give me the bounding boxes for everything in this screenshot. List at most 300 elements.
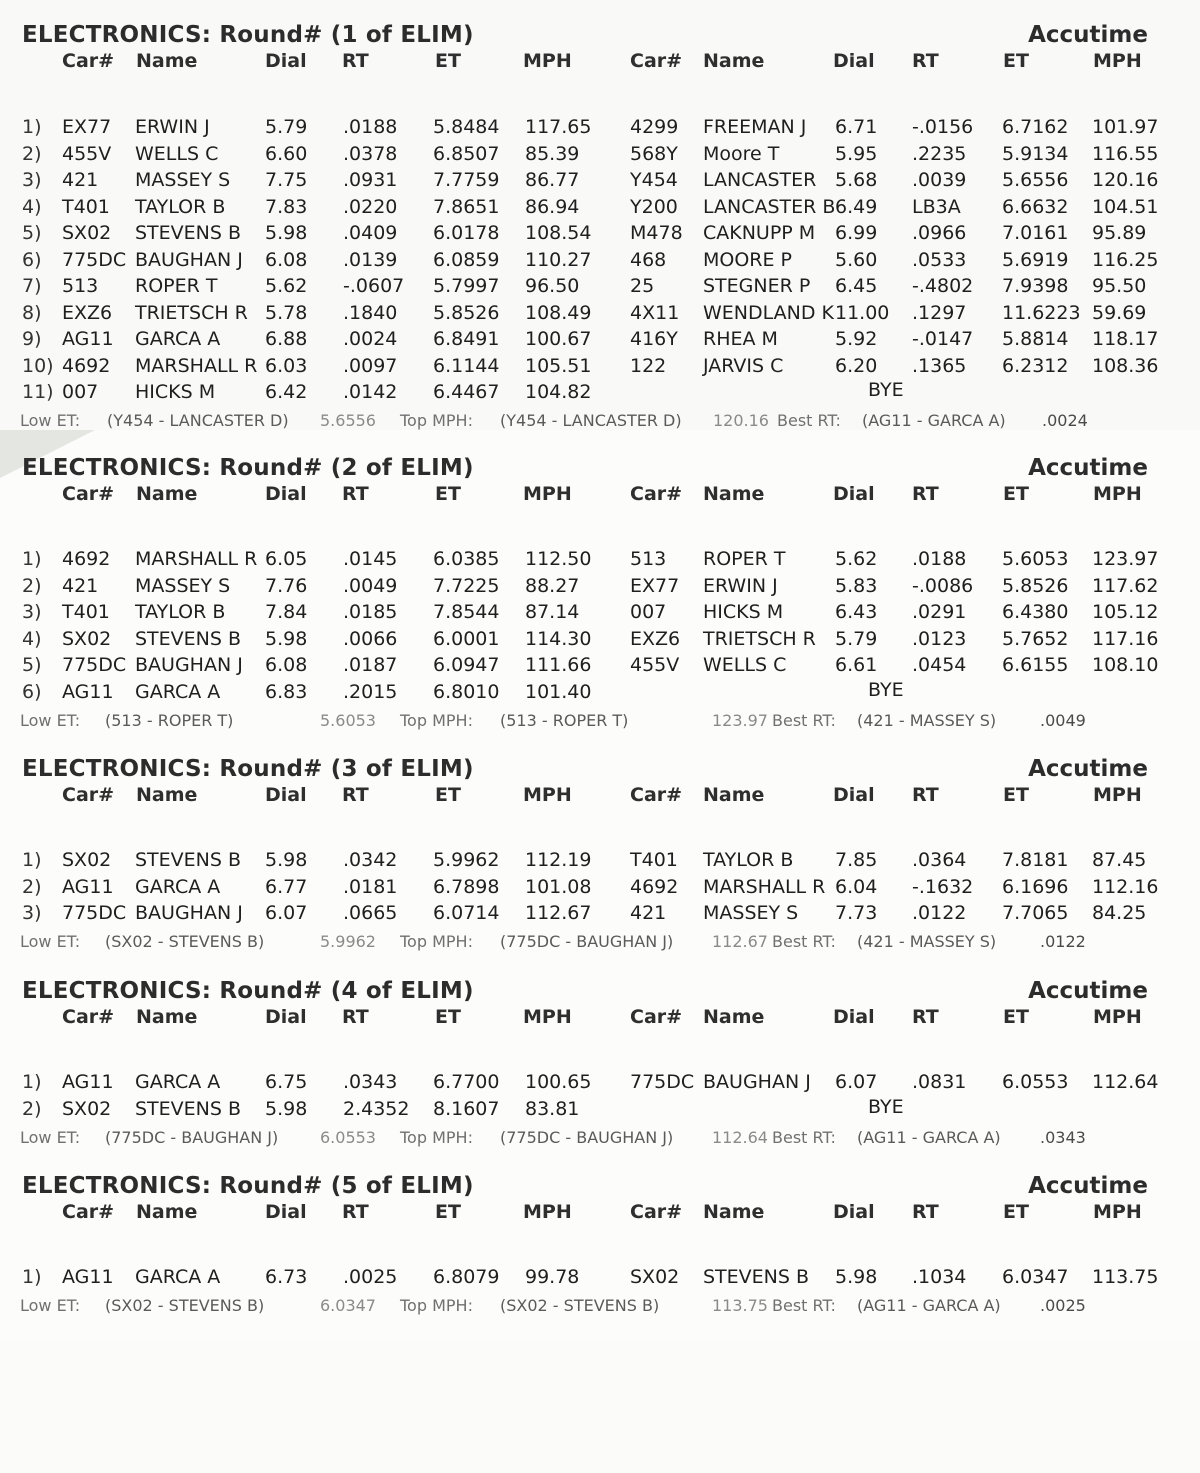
round-title: ELECTRONICS: Round# (3 of ELIM) [22,756,474,782]
timing-system-brand: Accutime [1028,1173,1148,1199]
column-header-et: ET [435,1006,461,1028]
column-header-rt-right: RT [912,784,939,806]
right-lane-et: 5.6053 [1002,548,1069,570]
right-lane-rt: -.0156 [912,116,974,138]
round-title: ELECTRONICS: Round# (4 of ELIM) [22,978,474,1004]
column-header-car: Car# [62,483,115,505]
left-lane-mph: 108.49 [525,301,592,324]
left-lane-mph: 117.65 [525,116,592,138]
right-lane-rt: -.1632 [912,875,974,898]
round-title: ELECTRONICS: Round# (1 of ELIM) [22,22,474,48]
left-lane-name: GARCA A [135,680,221,703]
left-lane-car: 4692 [62,354,111,377]
column-header-car: Car# [62,1201,115,1223]
right-lane-rt: .2235 [912,142,967,165]
right-lane-car: SX02 [630,1266,680,1288]
pairing-row [0,222,1200,248]
left-lane-mph: 86.77 [525,169,580,191]
left-lane-name: MARSHALL R [135,354,258,377]
left-lane-et: 6.8079 [433,1266,500,1288]
left-lane-et: 7.7225 [433,574,500,597]
column-header-et: ET [435,1201,461,1223]
right-lane-dial: 6.45 [835,275,878,297]
best-rt-value: .0343 [1040,1127,1086,1147]
right-lane-mph: 84.25 [1092,902,1147,924]
left-lane-name: MASSEY S [135,574,231,597]
right-lane-mph: 108.10 [1092,654,1159,676]
right-lane-dial: 5.60 [835,248,878,271]
left-lane-mph: 112.67 [525,902,592,924]
left-lane-name: STEVENS B [135,222,242,244]
right-lane-dial: 6.61 [835,654,878,676]
low-et-driver: (513 - ROPER T) [105,710,234,730]
left-lane-dial: 6.03 [265,354,308,377]
best-rt-value: .0049 [1040,710,1086,730]
left-lane-rt: .2015 [343,680,398,703]
left-lane-dial: 6.07 [265,902,308,924]
left-lane-et: 7.8544 [433,601,500,623]
bye-label: BYE [868,1095,904,1118]
left-lane-car: 4692 [62,548,111,570]
left-lane-car: SX02 [62,627,112,650]
left-lane-et: 6.0947 [433,654,500,676]
right-lane-rt: .1365 [912,354,967,377]
right-lane-rt: .0188 [912,548,967,570]
column-header-et-right: ET [1003,784,1029,806]
right-lane-mph: 120.16 [1092,169,1159,191]
right-lane-name: MARSHALL R [703,875,826,898]
round-title: ELECTRONICS: Round# (5 of ELIM) [22,1173,474,1199]
right-lane-rt: .0123 [912,627,967,650]
left-lane-rt: .0342 [343,849,398,871]
column-header-mph-right: MPH [1093,1006,1142,1028]
right-lane-name: JARVIS C [703,354,784,377]
left-lane-rt: .0145 [343,548,398,570]
column-header-mph-right: MPH [1093,784,1142,806]
left-lane-car: SX02 [62,1097,112,1120]
pair-number: 1) [22,849,42,871]
left-lane-name: STEVENS B [135,627,242,650]
right-lane-mph: 101.97 [1092,116,1159,138]
pairing-row [0,275,1200,301]
right-lane-rt: .1034 [912,1266,967,1288]
column-header-rt: RT [342,1006,369,1028]
right-lane-car: EX77 [630,574,680,597]
right-lane-name: MASSEY S [703,902,799,924]
right-lane-et: 5.9134 [1002,142,1069,165]
low-et-value: 6.0347 [320,1296,376,1315]
right-lane-car: EXZ6 [630,627,681,650]
left-lane-mph: 99.78 [525,1266,580,1288]
column-header-rt-right: RT [912,1201,939,1223]
right-lane-car: 4X11 [630,301,680,324]
right-lane-mph: 104.51 [1092,195,1159,218]
right-lane-et: 6.1696 [1002,875,1069,898]
right-lane-car: 455V [630,654,680,676]
bye-label: BYE [868,379,904,401]
column-header-mph-right: MPH [1093,50,1142,72]
right-lane-et: 5.6556 [1002,169,1069,191]
column-header-mph: MPH [523,483,572,505]
column-header-car: Car# [62,784,115,806]
right-lane-et: 7.9398 [1002,275,1069,297]
left-lane-et: 6.8507 [433,142,500,165]
right-lane-name: BAUGHAN J [703,1071,811,1093]
column-header-rt-right: RT [912,483,939,505]
pair-number: 4) [22,627,42,650]
column-header-rt: RT [342,50,369,72]
column-header-et: ET [435,50,461,72]
right-lane-rt: .1297 [912,301,967,324]
pairing-row [0,548,1200,574]
left-lane-mph: 100.67 [525,328,592,350]
pairing-row [0,249,1200,275]
left-lane-et: 7.8651 [433,195,500,218]
left-lane-mph: 105.51 [525,354,592,377]
left-lane-name: WELLS C [135,142,219,165]
low-et-label: Low ET: [20,710,81,730]
bye-label: BYE [868,678,904,701]
left-lane-dial: 6.08 [265,248,308,271]
top-mph-value: 123.97 [712,710,768,730]
top-mph-driver: (Y454 - LANCASTER D) [500,411,682,430]
right-lane-dial: 5.83 [835,574,878,597]
round-section [0,455,1200,755]
column-header-et: ET [435,784,461,806]
left-lane-mph: 110.27 [525,248,592,271]
left-lane-dial: 6.88 [265,328,308,350]
top-mph-label: Top MPH: [400,411,473,430]
right-lane-rt: -.0147 [912,328,974,350]
right-lane-mph: 59.69 [1092,301,1147,324]
pairing-row [0,328,1200,354]
pair-number: 7) [22,275,42,297]
right-lane-name: Moore T [703,142,780,165]
right-lane-rt: LB3A [912,195,961,218]
pair-number: 3) [22,902,42,924]
right-lane-rt: .0122 [912,902,967,924]
left-lane-mph: 87.14 [525,601,580,623]
right-lane-name: TRIETSCH R [703,627,816,650]
column-header-mph: MPH [523,1006,572,1028]
right-lane-et: 6.2312 [1002,354,1069,377]
left-lane-rt: .0220 [343,195,398,218]
right-lane-rt: .0533 [912,248,967,271]
left-lane-rt: .0409 [343,222,398,244]
left-lane-car: SX02 [62,849,112,871]
left-lane-et: 6.0178 [433,222,500,244]
low-et-label: Low ET: [20,411,81,430]
pair-number: 4) [22,195,42,218]
left-lane-mph: 85.39 [525,142,580,165]
right-lane-dial: 5.79 [835,627,878,650]
low-et-label: Low ET: [20,1296,81,1315]
left-lane-rt: .0066 [343,627,398,650]
column-header-mph: MPH [523,1201,572,1223]
right-lane-name: WELLS C [703,654,787,676]
right-lane-mph: 112.64 [1092,1071,1159,1093]
left-lane-mph: 104.82 [525,381,592,403]
pair-number: 2) [22,574,42,597]
column-header-dial-right: Dial [833,1006,875,1028]
left-lane-et: 6.7700 [433,1071,500,1093]
pair-number: 2) [22,875,42,898]
left-lane-mph: 111.66 [525,654,592,676]
pair-number: 3) [22,169,42,191]
right-lane-mph: 113.75 [1092,1266,1159,1288]
right-lane-dial: 5.68 [835,169,878,191]
best-rt-value: .0122 [1040,932,1086,951]
left-lane-mph: 96.50 [525,275,580,297]
pair-number: 10) [22,354,54,377]
right-lane-name: FREEMAN J [703,116,807,138]
right-lane-et: 5.7652 [1002,627,1069,650]
left-lane-car: 775DC [62,902,127,924]
right-lane-rt: -.4802 [912,275,974,297]
left-lane-name: HICKS M [135,381,216,403]
right-lane-name: LANCASTER [703,169,817,191]
left-lane-dial: 5.79 [265,116,308,138]
top-mph-driver: (775DC - BAUGHAN J) [500,932,674,951]
low-et-driver: (SX02 - STEVENS B) [105,932,265,951]
left-lane-name: BAUGHAN J [135,654,243,676]
left-lane-et: 6.7898 [433,875,500,898]
right-lane-et: 5.6919 [1002,248,1069,271]
right-lane-rt: .0039 [912,169,967,191]
left-lane-dial: 5.98 [265,627,308,650]
right-lane-car: 468 [630,248,667,271]
column-header-name-right: Name [703,483,765,505]
right-lane-mph: 116.55 [1092,142,1159,165]
pairing-row [0,849,1200,875]
left-lane-et: 6.0001 [433,627,500,650]
right-lane-mph: 118.17 [1092,328,1159,350]
right-lane-name: STEGNER P [703,275,811,297]
pair-number: 1) [22,1071,42,1093]
left-lane-car: EX77 [62,116,112,138]
column-header-mph-right: MPH [1093,483,1142,505]
pairing-row [0,575,1200,601]
timing-system-brand: Accutime [1028,978,1148,1004]
right-lane-car: Y454 [630,169,678,191]
left-lane-et: 8.1607 [433,1097,500,1120]
best-rt-driver: (AG11 - GARCA A) [857,1296,1001,1315]
best-rt-value: .0025 [1040,1296,1086,1315]
left-lane-mph: 101.40 [525,680,592,703]
right-lane-et: 5.8526 [1002,574,1069,597]
pairing-row [0,143,1200,169]
left-lane-mph: 112.19 [525,849,592,871]
pairing-row [0,196,1200,222]
right-lane-mph: 112.16 [1092,875,1159,898]
column-header-dial: Dial [265,1201,307,1223]
best-rt-driver: (421 - MASSEY S) [857,932,997,951]
right-lane-dial: 7.85 [835,849,878,871]
right-lane-dial: 5.98 [835,1266,878,1288]
low-et-value: 5.9962 [320,932,376,951]
column-header-dial: Dial [265,1006,307,1028]
left-lane-rt: -.0607 [343,275,405,297]
column-header-rt: RT [342,483,369,505]
right-lane-name: MOORE P [703,248,793,271]
top-mph-value: 112.67 [712,932,768,951]
pair-number: 1) [22,116,42,138]
column-header-mph: MPH [523,784,572,806]
pair-number: 9) [22,328,42,350]
right-lane-car: 4299 [630,116,679,138]
column-header-car: Car# [62,50,115,72]
left-lane-rt: .0049 [343,574,398,597]
top-mph-value: 120.16 [713,411,769,430]
left-lane-rt: .0139 [343,248,398,271]
pairing-row [0,169,1200,195]
left-lane-name: MASSEY S [135,169,231,191]
right-lane-dial: 6.20 [835,354,878,377]
left-lane-car: AG11 [62,680,114,703]
top-mph-label: Top MPH: [400,710,473,730]
left-lane-rt: .0181 [343,875,398,898]
left-lane-dial: 5.98 [265,1097,308,1120]
column-header-car-right: Car# [630,1006,683,1028]
round-section [0,1173,1200,1473]
left-lane-dial: 5.98 [265,849,308,871]
pair-number: 1) [22,1266,42,1288]
pairing-row [0,678,1200,707]
pair-number: 2) [22,1097,42,1120]
left-lane-et: 6.8010 [433,680,500,703]
left-lane-car: SX02 [62,222,112,244]
left-lane-dial: 5.78 [265,301,308,324]
left-lane-mph: 86.94 [525,195,580,218]
top-mph-label: Top MPH: [400,1127,473,1147]
left-lane-name: GARCA A [135,1071,221,1093]
left-lane-car: 775DC [62,654,127,676]
column-header-rt: RT [342,1201,369,1223]
right-lane-mph: 87.45 [1092,849,1147,871]
right-lane-car: Y200 [630,195,678,218]
left-lane-name: GARCA A [135,1266,221,1288]
left-lane-dial: 6.73 [265,1266,308,1288]
right-lane-et: 6.6632 [1002,195,1069,218]
top-mph-value: 113.75 [712,1296,768,1315]
pair-number: 2) [22,142,42,165]
right-lane-car: 4692 [630,875,679,898]
right-lane-car: 513 [630,548,667,570]
left-lane-rt: .0378 [343,142,398,165]
top-mph-driver: (775DC - BAUGHAN J) [500,1127,674,1147]
pairing-row [0,1071,1200,1097]
right-lane-et: 11.6223 [1002,301,1081,324]
left-lane-name: ERWIN J [135,116,210,138]
top-mph-label: Top MPH: [400,932,473,951]
right-lane-dial: 6.04 [835,875,878,898]
left-lane-et: 6.4467 [433,381,500,403]
right-lane-dial: 7.73 [835,902,878,924]
right-lane-name: ERWIN J [703,574,778,597]
left-lane-dial: 7.84 [265,601,308,623]
right-lane-rt: .0364 [912,849,967,871]
top-mph-driver: (513 - ROPER T) [500,710,629,730]
right-lane-dial: 5.62 [835,548,878,570]
column-header-dial: Dial [265,483,307,505]
left-lane-et: 5.9962 [433,849,500,871]
column-header-car-right: Car# [630,50,683,72]
column-header-et-right: ET [1003,1006,1029,1028]
left-lane-rt: .0185 [343,601,398,623]
column-header-dial-right: Dial [833,1201,875,1223]
low-et-label: Low ET: [20,932,81,951]
best-rt-driver: (AG11 - GARCA A) [862,411,1006,430]
left-lane-name: STEVENS B [135,1097,242,1120]
right-lane-car: 25 [630,275,655,297]
left-lane-mph: 101.08 [525,875,592,898]
left-lane-name: TAYLOR B [135,601,226,623]
right-lane-et: 7.0161 [1002,222,1069,244]
pairing-row [0,902,1200,928]
column-header-name-right: Name [703,784,765,806]
column-header-mph: MPH [523,50,572,72]
round-section [0,22,1200,430]
top-mph-value: 112.64 [712,1127,768,1147]
left-lane-name: GARCA A [135,328,221,350]
left-lane-name: ROPER T [135,275,218,297]
column-header-name: Name [136,784,198,806]
left-lane-rt: .0665 [343,902,398,924]
left-lane-et: 6.0385 [433,548,500,570]
best-rt-label: Best RT: [772,1127,836,1147]
right-lane-rt: -.0086 [912,574,974,597]
right-lane-dial: 6.99 [835,222,878,244]
low-et-driver: (Y454 - LANCASTER D) [107,411,289,430]
right-lane-rt: .0831 [912,1071,967,1093]
left-lane-car: 007 [62,381,99,403]
right-lane-name: CAKNUPP M [703,222,816,244]
column-header-name: Name [136,50,198,72]
right-lane-et: 6.6155 [1002,654,1069,676]
left-lane-mph: 112.50 [525,548,592,570]
pair-number: 6) [22,248,42,271]
left-lane-rt: .1840 [343,301,398,324]
left-lane-et: 6.8491 [433,328,500,350]
right-lane-car: 568Y [630,142,678,165]
column-header-dial: Dial [265,50,307,72]
left-lane-dial: 5.98 [265,222,308,244]
right-lane-mph: 108.36 [1092,354,1159,377]
right-lane-rt: .0454 [912,654,967,676]
right-lane-name: RHEA M [703,328,778,350]
right-lane-mph: 116.25 [1092,248,1159,271]
left-lane-car: T401 [62,601,110,623]
left-lane-car: AG11 [62,1266,114,1288]
right-lane-et: 5.8814 [1002,328,1069,350]
pairing-row [0,876,1200,902]
left-lane-et: 6.0714 [433,902,500,924]
right-lane-name: WENDLAND K [703,301,834,324]
left-lane-rt: .0187 [343,654,398,676]
left-lane-rt: .0343 [343,1071,398,1093]
left-lane-car: 455V [62,142,112,165]
low-et-value: 6.0553 [320,1127,376,1147]
left-lane-et: 5.8526 [433,301,500,324]
left-lane-name: MARSHALL R [135,548,258,570]
pair-number: 6) [22,680,42,703]
column-header-et-right: ET [1003,483,1029,505]
right-lane-et: 6.0347 [1002,1266,1069,1288]
column-header-et: ET [435,483,461,505]
pair-number: 5) [22,654,42,676]
right-lane-mph: 117.62 [1092,574,1159,597]
left-lane-et: 5.8484 [433,116,500,138]
